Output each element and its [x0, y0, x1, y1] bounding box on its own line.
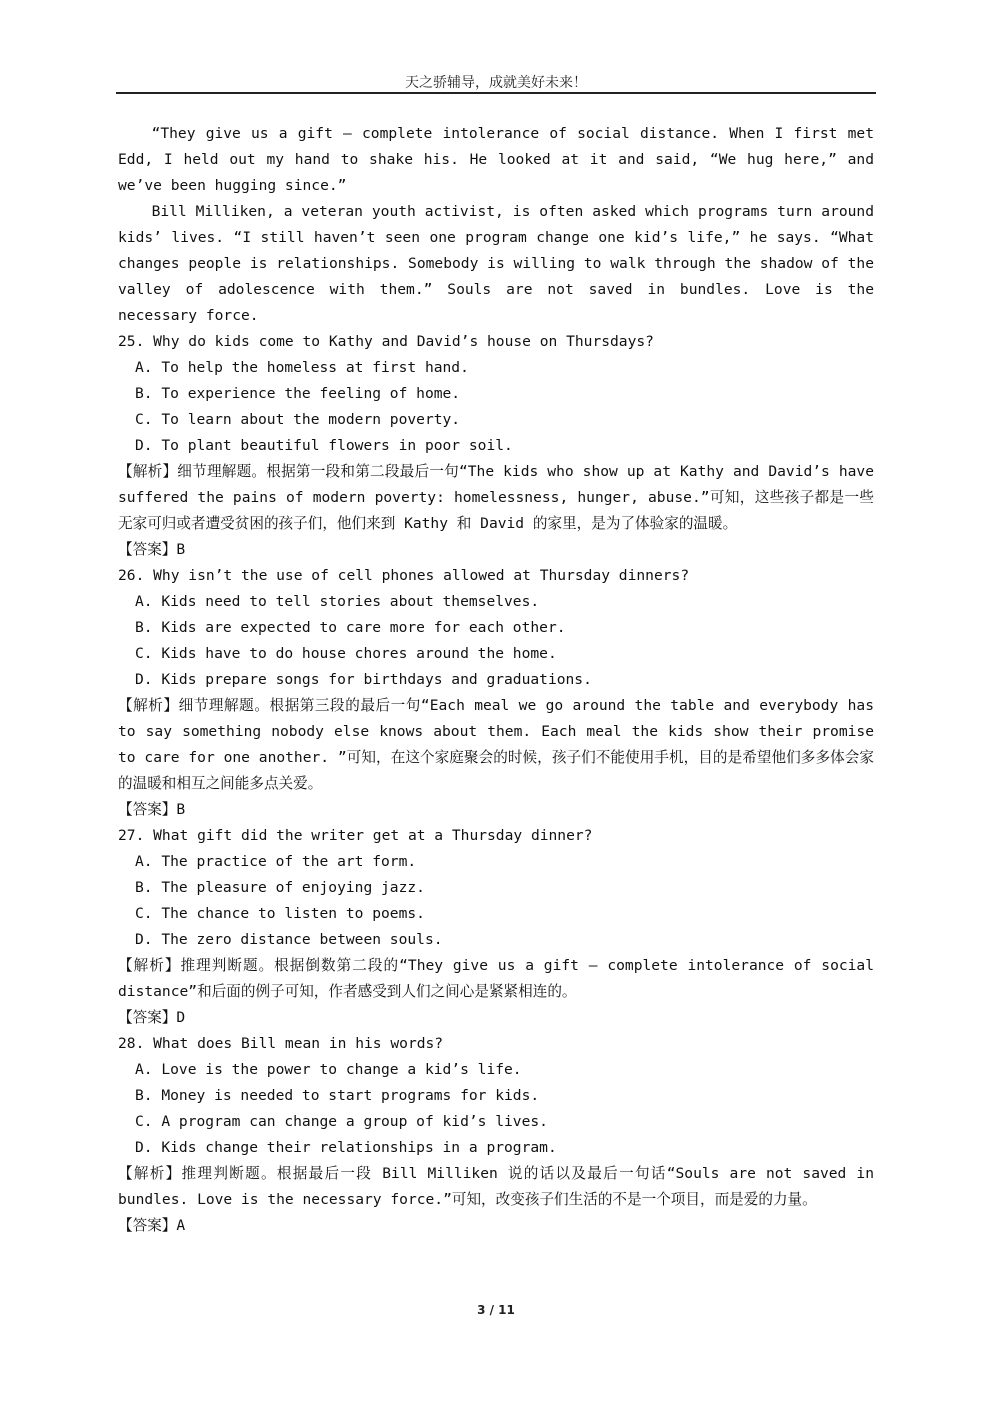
passage-paragraph: Bill Milliken, a veteran youth activist, is often asked which programs turn around kids’ lives. “I still haven’t seen one program change one kid’s life,” he says. “What changes people is relationships. Somebody is willing to walk through the shadow of the valley of adolescence with them.” Souls are not saved in bundles. Love is the necessary force. — [118, 203, 874, 324]
option-c: C. A program can change a group of kid’s lives. — [135, 1113, 548, 1130]
analysis: 【解析】细节理解题。根据第一段和第二段最后一句“The kids who show up at Kathy and David’s have suffered the pains of modern poverty: homelessness, hunger, abuse.”可知，这些孩子都是一些无家可归或者遭受贫困的孩子们，他们来到 Kathy 和 David 的家里，是为了体验家的温暖。 — [118, 463, 874, 532]
option-list — [118, 355, 874, 459]
option-a: A. Love is the power to change a kid’s life. — [135, 1061, 522, 1078]
question-stem: 25. Why do kids come to Kathy and David’s house on Thursdays? — [118, 333, 654, 350]
answer: 【答案】B — [118, 541, 186, 558]
answer: 【答案】A — [118, 1217, 186, 1234]
option-list — [118, 589, 874, 693]
question-stem: 26. Why isn’t the use of cell phones allowed at Thursday dinners? — [118, 567, 690, 584]
question-28 — [118, 1031, 874, 1239]
question-26 — [118, 563, 874, 823]
option-c: C. To learn about the modern poverty. — [135, 411, 461, 428]
question-27 — [118, 823, 874, 1031]
option-list — [118, 849, 874, 953]
option-d: D. Kids prepare songs for birthdays and graduations. — [135, 671, 592, 688]
option-c: C. The chance to listen to poems. — [135, 905, 425, 922]
analysis: 【解析】细节理解题。根据第三段的最后一句“Each meal we go around the table and everybody has to say something nobody else knows about them. Each meal the kids show their promise to care for one another. ”可知，在这个家庭聚会的时候，孩子们不能使用手机，目的是希望他们多多体会家的温暖和相互之间能多点关爱。 — [118, 697, 874, 792]
option-a: A. To help the homeless at first hand. — [135, 359, 469, 376]
header-divider — [116, 92, 876, 94]
option-c: C. Kids have to do house chores around the home. — [135, 645, 557, 662]
answer: 【答案】D — [118, 1009, 186, 1026]
option-d: D. The zero distance between souls. — [135, 931, 443, 948]
option-a: A. The practice of the art form. — [135, 853, 417, 870]
option-d: D. Kids change their relationships in a program. — [135, 1139, 557, 1156]
option-b: B. The pleasure of enjoying jazz. — [135, 879, 425, 896]
option-d: D. To plant beautiful flowers in poor soil. — [135, 437, 513, 454]
option-b: B. Money is needed to start programs for kids. — [135, 1087, 540, 1104]
option-a: A. Kids need to tell stories about themselves. — [135, 593, 540, 610]
passage-paragraph: “They give us a gift — complete intolerance of social distance. When I first met Edd, I held out my hand to shake his. He looked at it and said, “We hug here,” and we’ve been hugging since.” — [118, 125, 874, 194]
question-stem: 28. What does Bill mean in his words? — [118, 1035, 444, 1052]
analysis: 【解析】推理判断题。根据倒数第二段的“They give us a gift — complete intolerance of social distance”和后面的例子可知，作者感受到人们之间心是紧紧相连的。 — [118, 957, 874, 1000]
answer: 【答案】B — [118, 801, 186, 818]
option-list — [118, 1057, 874, 1161]
analysis: 【解析】推理判断题。根据最后一段 Bill Milliken 说的话以及最后一句话“Souls are not saved in bundles. Love is the necessary force.”可知，改变孩子们生活的不是一个项目，而是爱的力量。 — [118, 1165, 874, 1208]
question-stem: 27. What gift did the writer get at a Thursday dinner? — [118, 827, 593, 844]
option-b: B. To experience the feeling of home. — [135, 385, 461, 402]
option-b: B. Kids are expected to care more for each other. — [135, 619, 566, 636]
question-25 — [118, 329, 874, 563]
page-header: 天之骄辅导，成就美好未来！ — [405, 75, 587, 91]
page-number: 3 / 11 — [477, 1303, 515, 1317]
document-body — [118, 121, 874, 1239]
